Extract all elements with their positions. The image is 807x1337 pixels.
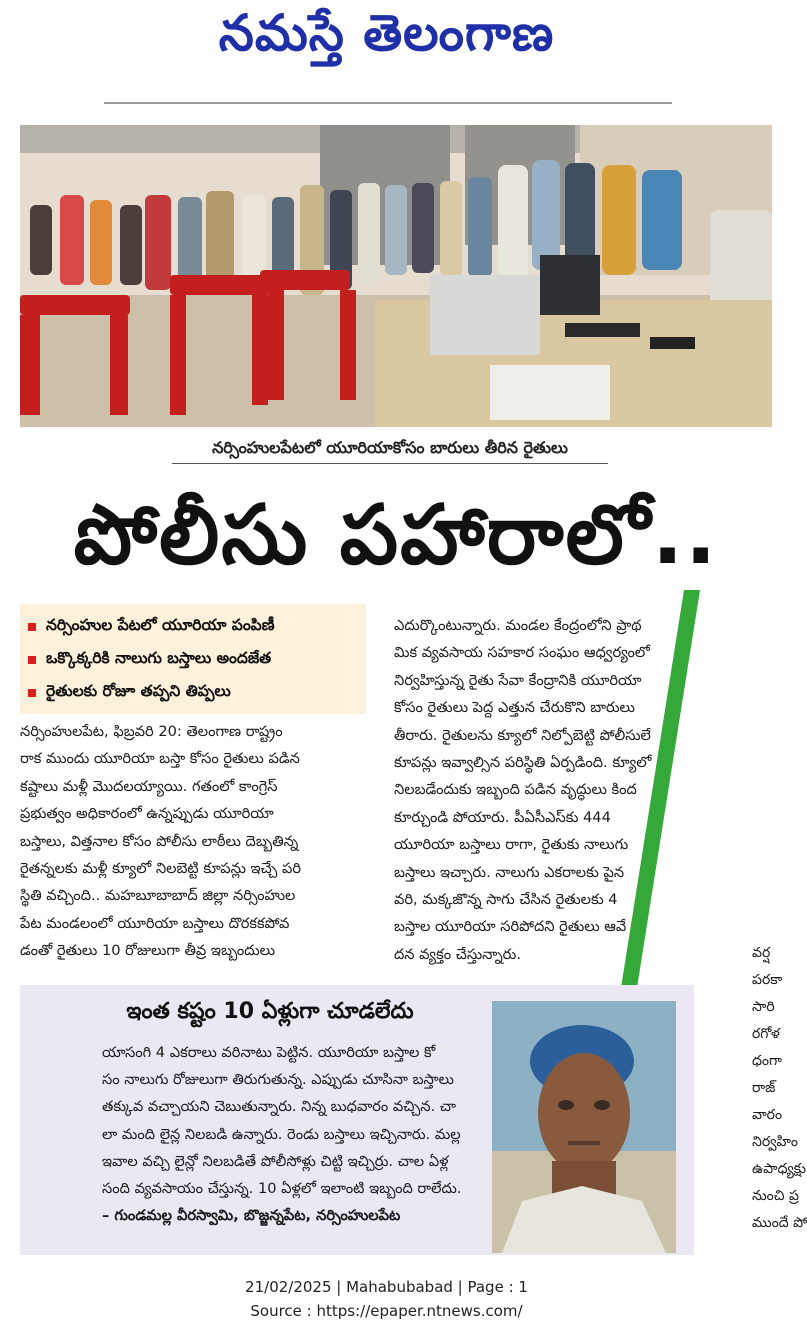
- fragment-line: వర్ష: [752, 945, 771, 961]
- newspaper-logo: నమస్తే తెలంగాణ: [218, 4, 555, 62]
- footer-source: Source : https://epaper.ntnews.com/: [250, 1302, 523, 1320]
- quote-line: సంది వ్యవసాయం చేస్తున్న. 10 ఏళ్లలో ఇలాంటి ఇబ్బంది రాలేదు.: [102, 1180, 462, 1198]
- bullet-square-icon: [28, 656, 36, 664]
- article-column-left: [20, 718, 366, 965]
- article-line: నిర్వహిస్తున్న రైతు సేవా కేంద్రానికి యూరియా: [394, 671, 642, 689]
- quote-line: తక్కువ వచ్చాయని చెబుతున్నారు. నిన్న బుధవారం వచ్చిన. చా: [102, 1098, 456, 1116]
- highlight-bullets: [20, 604, 366, 714]
- article-line: బస్తాలు ఇచ్చారు. నాలుగు ఎకరాలకు పైన: [394, 863, 625, 881]
- adjacent-article-fragment: [752, 940, 807, 1270]
- article-line: నిలబడేందుకు ఇబ్బంది పడిన వృద్ధులు కింద: [394, 781, 637, 799]
- fragment-line: నిర్వహిం: [752, 1134, 798, 1150]
- article-line: రాక ముందు యూరియా బస్తా కోసం రైతులు పడిన: [20, 750, 300, 768]
- article-line: స్థితి వచ్చింది.. మహబూబాబాద్ జిల్లా నర్సింహుల: [20, 887, 296, 905]
- news-photo: [20, 125, 772, 427]
- bullet-text: ఒక్కొక్కరికి నాలుగు బస్తాలు అందజేత: [46, 648, 272, 667]
- article-line: వరి, మక్కజొన్న సాగు చేసిన రైతులకు 4: [394, 891, 618, 909]
- photo-caption: నర్సింహులపేటలో యూరియాకోసం బారులు తీరిన రైతులు: [172, 434, 608, 464]
- quote-title: ఇంత కష్టం 10 ఏళ్లుగా చూడలేదు: [126, 999, 414, 1024]
- quote-attribution: – గుండమల్ల వీరస్వామి, బొజ్జన్నపేట, నర్సింహులపేట: [102, 1207, 401, 1225]
- masthead-rule: [104, 102, 672, 104]
- article-line: నర్సింహులపేట, ఫిబ్రవరి 20: తెలంగాణ రాష్ట్రం: [20, 723, 283, 740]
- fragment-line: ధంగా: [752, 1053, 782, 1069]
- fragment-line: వారం: [752, 1107, 783, 1123]
- article-line: రైతన్నలకు మళ్లీ క్యూలో నిలబెట్టి కూపన్లు ఇచ్చే పరి: [20, 860, 302, 878]
- bullet-item: [28, 610, 358, 643]
- bullet-item: [28, 676, 358, 709]
- article-line: బస్తాలు, విత్తనాల కోసం పోలీసు లాఠీలు దెబ్బతిన్న: [20, 832, 299, 850]
- fragment-line: ముందే పో: [752, 1215, 807, 1231]
- fragment-line: రాజ్: [752, 1080, 776, 1096]
- article-line: ఎదుర్కొంటున్నారు. మండల కేంద్రంలోని ప్రాథ: [394, 617, 642, 634]
- fragment-line: ఉపాధ్యక్షు: [752, 1161, 806, 1177]
- article-line: యూరియా బస్తాలు రాగా, రైతుకు నాలుగు: [394, 836, 629, 854]
- fragment-line: సారి: [752, 999, 775, 1015]
- farmer-quote-box: [20, 985, 694, 1255]
- bullet-item: [28, 643, 358, 676]
- farmer-portrait-photo: [492, 1001, 676, 1253]
- article-line: బస్తాల యూరియా సరిపోదని రైతులు ఆవే: [394, 918, 627, 936]
- fragment-line: నుంచి ప్ర: [752, 1188, 799, 1204]
- quote-line: లా మంది లైన్ల నిలబడి ఉన్నారు. రెండు బస్తాలు ఇచ్చినారు. మల్ల: [102, 1125, 461, 1143]
- bullet-square-icon: [28, 689, 36, 697]
- quote-line: యాసంగి 4 ఎకరాలు వరినాటు పెట్టిన. యూరియా బస్తాల కో: [102, 1044, 436, 1061]
- quote-body: [102, 1039, 494, 1229]
- footer-date-edition: 21/02/2025 | Mahabubabad | Page : 1: [245, 1278, 528, 1296]
- fragment-line: రగోళ: [752, 1026, 780, 1042]
- masthead: [0, 0, 773, 104]
- article-line: కోసం రైతులు పెద్ద ఎత్తున చేరుకొని బారులు: [394, 699, 635, 717]
- bullet-text: నర్సింహుల పేటలో యూరియా పంపిణీ: [46, 615, 275, 634]
- article-line: ప్రభుత్వం అధికారంలో ఉన్నప్పుడు యూరియా: [20, 805, 274, 823]
- quote-line: ఇవాల వచ్చి లైన్లో నిలబడితే పోలీసోళ్లు చిట్టి ఇచ్చిర్రు. చాల ఏళ్ల: [102, 1152, 449, 1170]
- article-line: తీరారు. రైతులను క్యూలో నిల్పోబెట్టి పోలీసులే: [394, 726, 651, 744]
- page-footer: [0, 1275, 773, 1323]
- article-line: కూపన్లు ఇవ్వాల్సిన పరిస్థితి ఏర్పడింది. క్యూలో: [394, 754, 652, 772]
- bullet-text: రైతులకు రోజూ తప్పని తిప్పలు: [46, 681, 231, 700]
- portrait-image: [492, 1001, 676, 1253]
- article-line: దన వ్యక్తం చేస్తున్నారు.: [394, 945, 521, 963]
- bullet-square-icon: [28, 623, 36, 631]
- article-line: మిక వ్యవసాయ సహకార సంఘం ఆధ్వర్యంలో: [394, 644, 650, 662]
- farmers-queue-photo: [20, 125, 772, 427]
- quote-line: సం నాలుగు రోజులుగా తిరుగుతున్న. ఎప్పుడు చూసినా బస్తాలు: [102, 1071, 454, 1089]
- article-line: పేట మండలంలో యూరియా బస్తాలు దొరకకపోవ: [20, 914, 290, 932]
- fragment-line: పరకా: [752, 972, 783, 988]
- headline: పోలీసు పహారాలో..: [73, 488, 719, 583]
- article-line: కూర్చుండి పోయారు. పీఏసీఎస్‌కు 444: [394, 808, 611, 826]
- article-line: డంతో రైతులు 10 రోజులుగా తీవ్ర ఇబ్బందులు: [20, 942, 276, 960]
- article-line: కష్టాలు మళ్లీ మొదలయ్యాయి. గతంలో కాంగ్రెస్: [20, 777, 278, 795]
